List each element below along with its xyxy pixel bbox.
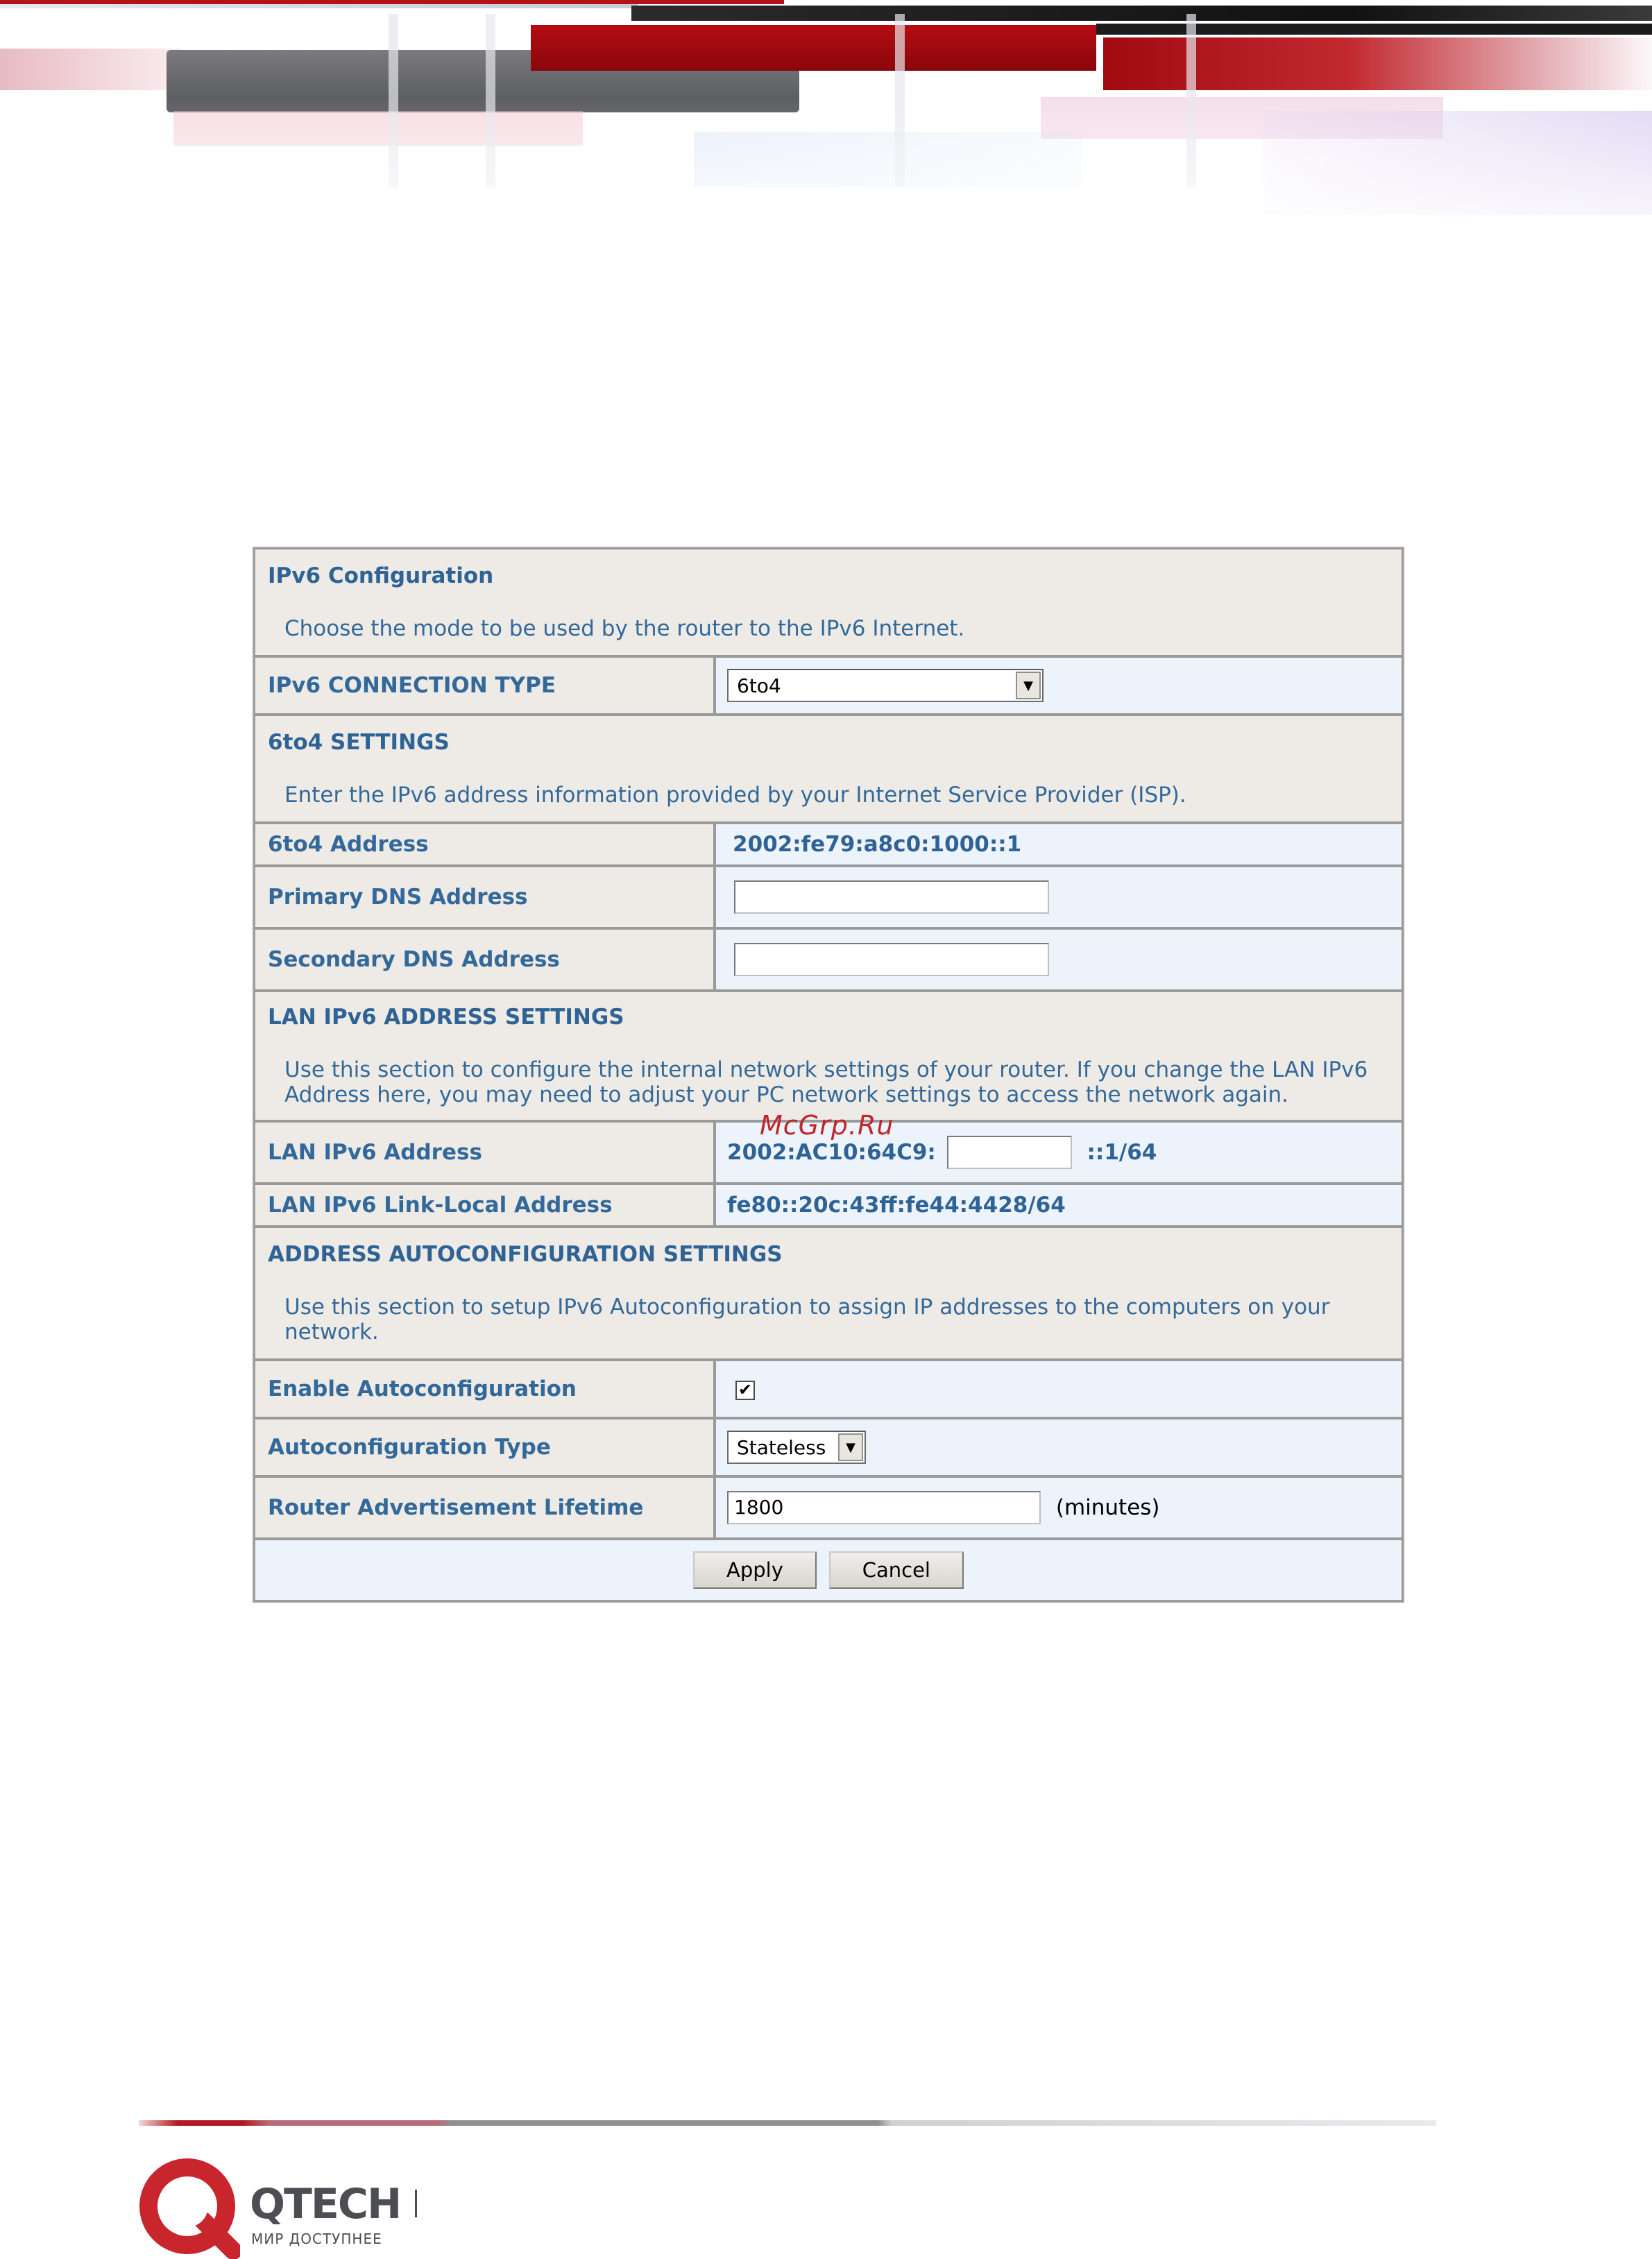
autoconfig-type-selected: Stateless: [737, 1435, 826, 1459]
row-enable-autoconfig: [254, 1360, 1403, 1418]
row-6to4-address: [254, 823, 1403, 866]
section-description: Choose the mode to be used by the router to the IPv6 Internet.: [284, 616, 965, 641]
primary-dns-input[interactable]: [734, 880, 1049, 914]
section-title: 6to4 SETTINGS: [268, 730, 450, 755]
section-header: [254, 715, 1403, 823]
connection-type-label: IPv6 CONNECTION TYPE: [254, 656, 715, 715]
autoconfig-type-select[interactable]: [727, 1431, 866, 1464]
ra-lifetime-label: Router Advertisement Lifetime: [254, 1476, 715, 1539]
section-header: [254, 991, 1403, 1121]
secondary-dns-label: Secondary DNS Address: [254, 928, 715, 991]
section-header: [254, 548, 1403, 656]
section-title: IPv6 Configuration: [268, 563, 494, 588]
description-line: Use this section to configure the internal network settings of your router. If you change the LAN IPv6: [284, 1057, 1368, 1082]
lan-link-local-value: fe80::20c:43ff:fe44:4428/64: [727, 1193, 1066, 1218]
section-header: [254, 1227, 1403, 1360]
row-lan-link-local: [254, 1184, 1403, 1227]
6to4-address-cell: [715, 823, 1403, 866]
brand-name: QTECH: [250, 2180, 401, 2228]
section-lan-ipv6: [254, 991, 1403, 1121]
lan-address-input[interactable]: [947, 1136, 1072, 1169]
section-ipv6-configuration: [254, 548, 1403, 656]
footer-divider: [139, 2120, 1436, 2126]
autoconfig-type-cell: [715, 1418, 1403, 1476]
watermark-text: McGrp.Ru: [760, 1110, 894, 1141]
checkmark-icon: ✔: [738, 1379, 753, 1399]
enable-autoconfig-checkbox[interactable]: [735, 1381, 755, 1400]
row-autoconfig-type: [254, 1418, 1403, 1476]
triangle-down-icon[interactable]: ▼: [1016, 672, 1041, 699]
description-line: Address here, you may need to adjust your PC network settings to access the network again.: [284, 1082, 1288, 1107]
enable-autoconfig-label: Enable Autoconfiguration: [254, 1360, 715, 1418]
ra-lifetime-cell: [715, 1476, 1403, 1539]
secondary-dns-input[interactable]: [734, 943, 1049, 976]
section-autoconfiguration: [254, 1227, 1403, 1360]
enable-autoconfig-cell: [715, 1360, 1403, 1418]
lan-ipv6-address-label: LAN IPv6 Address: [254, 1121, 715, 1184]
primary-dns-cell: [715, 866, 1403, 928]
row-secondary-dns: [254, 928, 1403, 991]
lan-address-suffix: ::1/64: [1087, 1140, 1157, 1165]
triangle-down-icon[interactable]: ▼: [838, 1433, 863, 1461]
section-description: [268, 1295, 1389, 1345]
secondary-dns-cell: [715, 928, 1403, 991]
cancel-button[interactable]: Cancel: [829, 1551, 964, 1589]
ra-lifetime-input[interactable]: 1800: [727, 1491, 1041, 1524]
footer-separator: [415, 2190, 417, 2217]
description-line: Use this section to setup IPv6 Autoconfiguration to assign IP addresses to the computers on your: [284, 1295, 1330, 1320]
section-description: Enter the IPv6 address information provided by your Internet Service Provider (ISP).: [284, 783, 1186, 808]
banner-fade: [0, 0, 1652, 278]
header-banner: [0, 0, 1652, 278]
row-primary-dns: [254, 866, 1403, 928]
section-6to4-settings: [254, 715, 1403, 823]
6to4-address-label: 6to4 Address: [254, 823, 715, 866]
apply-button[interactable]: Apply: [693, 1551, 817, 1589]
6to4-address-value: 2002:fe79:a8c0:1000::1: [733, 832, 1022, 857]
connection-type-cell: [715, 656, 1403, 715]
brand-tagline: МИР ДОСТУПНЕЕ: [251, 2231, 382, 2247]
ipv6-config-table: [254, 548, 1403, 1601]
actions-cell: [254, 1539, 1403, 1601]
ra-lifetime-unit: (minutes): [1055, 1495, 1160, 1520]
connection-type-select[interactable]: [727, 669, 1044, 702]
section-description: [268, 1057, 1389, 1107]
section-title: LAN IPv6 ADDRESS SETTINGS: [268, 1005, 624, 1030]
row-ra-lifetime: [254, 1476, 1403, 1539]
lan-link-local-label: LAN IPv6 Link-Local Address: [254, 1184, 715, 1227]
qtech-logo-icon: [139, 2158, 240, 2259]
description-line: network.: [284, 1320, 379, 1345]
section-title: ADDRESS AUTOCONFIGURATION SETTINGS: [268, 1242, 783, 1267]
row-connection-type: [254, 656, 1403, 715]
ipv6-config-panel: [253, 547, 1404, 1603]
autoconfig-type-label: Autoconfiguration Type: [254, 1418, 715, 1476]
lan-address-prefix: 2002:AC10:64C9:: [727, 1140, 936, 1165]
primary-dns-label: Primary DNS Address: [254, 866, 715, 928]
row-actions: [254, 1539, 1403, 1601]
lan-link-local-cell: [715, 1184, 1403, 1227]
connection-type-selected: 6to4: [737, 674, 781, 697]
